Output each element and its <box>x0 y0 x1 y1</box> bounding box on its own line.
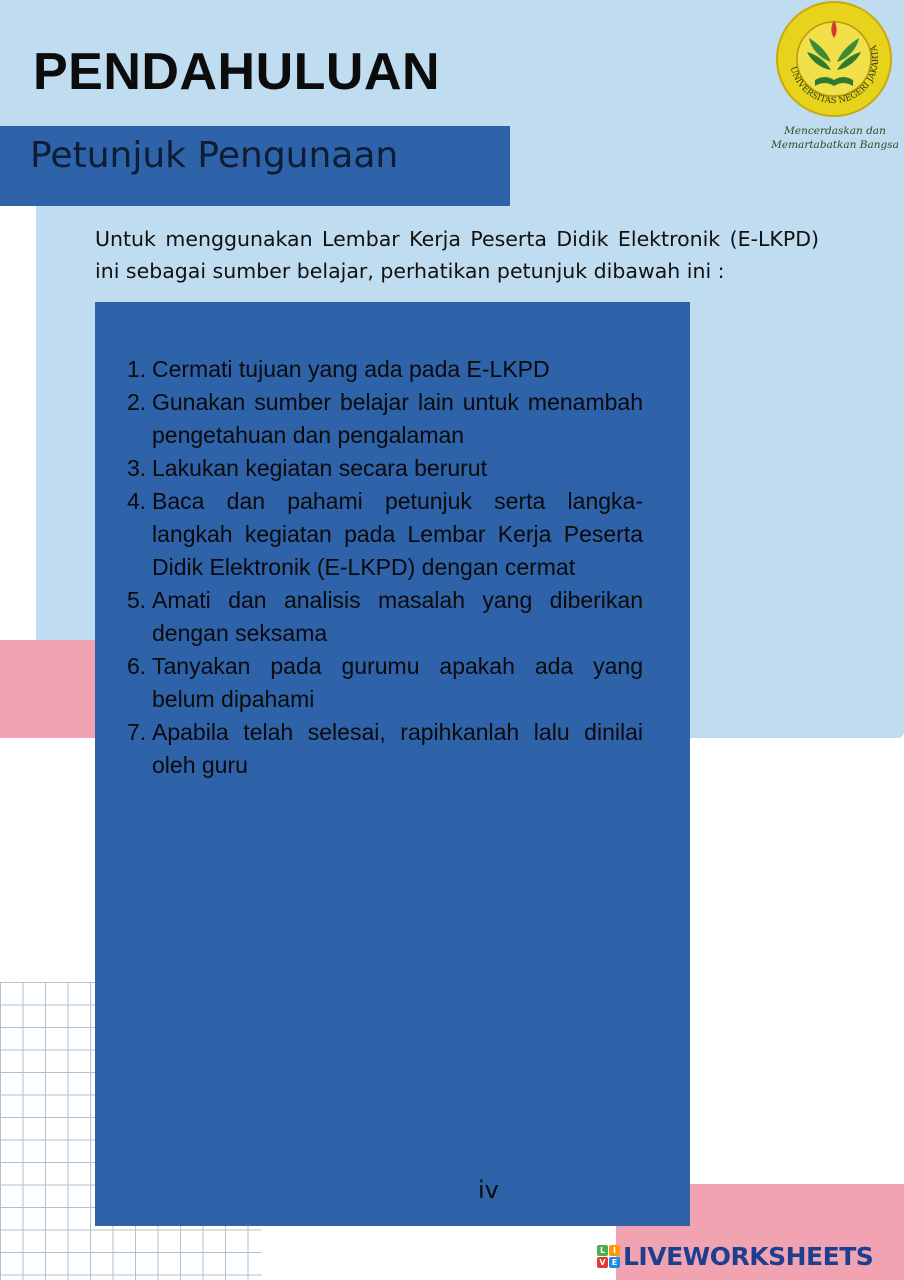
logo-letter: I <box>609 1245 620 1256</box>
step-number: 4. <box>127 488 147 514</box>
seal-ring-text: UNIVERSITAS NEGERI JAKARTA <box>787 43 882 107</box>
logo-letter: V <box>597 1257 608 1268</box>
logo-letter: E <box>609 1257 620 1268</box>
list-item <box>127 650 643 716</box>
instruction-list <box>127 353 643 782</box>
liveworksheets-brand[interactable] <box>597 1240 873 1272</box>
page-number: iv <box>478 1176 499 1204</box>
step-text: Cermati tujuan yang ada pada E-LKPD <box>152 356 550 382</box>
university-seal-icon <box>773 0 895 118</box>
list-item <box>127 386 643 452</box>
step-number: 1. <box>127 356 147 382</box>
tagline-line-1: Mencerdaskan dan <box>784 125 886 137</box>
step-number: 3. <box>127 455 147 481</box>
list-item <box>127 716 643 782</box>
step-text: Gunakan sumber belajar lain untuk menambah pengetahuan dan pengalaman <box>152 389 643 448</box>
page-title: PENDAHULUAN <box>33 43 441 101</box>
step-text: Apabila telah selesai, rapihkanlah lalu dinilai oleh guru <box>152 719 643 778</box>
section-subtitle: Petunjuk Pengunaan <box>30 135 399 176</box>
step-text: Baca dan pahami petunjuk serta langka-langkah kegiatan pada Lembar Kerja Peserta Didik Elektronik (E-LKPD) dengan cermat <box>152 488 643 580</box>
list-item <box>127 485 643 584</box>
list-item <box>127 584 643 650</box>
step-text: Lakukan kegiatan secara berurut <box>152 455 487 481</box>
step-number: 5. <box>127 587 147 613</box>
intro-paragraph: Untuk menggunakan Lembar Kerja Peserta Didik Elektronik (E-LKPD) ini sebagai sumber belajar, perhatikan petunjuk dibawah ini : <box>95 227 819 283</box>
step-text: Amati dan analisis masalah yang diberikan dengan seksama <box>152 587 643 646</box>
list-item <box>127 452 643 485</box>
pink-accent-left <box>0 640 100 738</box>
logo-letter: L <box>597 1245 608 1256</box>
step-number: 6. <box>127 653 147 679</box>
tagline-line-2: Memartabatkan Bangsa <box>771 139 899 151</box>
step-text: Tanyakan pada gurumu apakah ada yang belum dipahami <box>152 653 643 712</box>
step-number: 2. <box>127 389 147 415</box>
brand-name: LIVEWORKSHEETS <box>623 1241 874 1271</box>
list-item <box>127 353 643 386</box>
university-tagline <box>760 124 904 152</box>
step-number: 7. <box>127 719 147 745</box>
liveworksheets-logo-icon <box>597 1245 620 1268</box>
